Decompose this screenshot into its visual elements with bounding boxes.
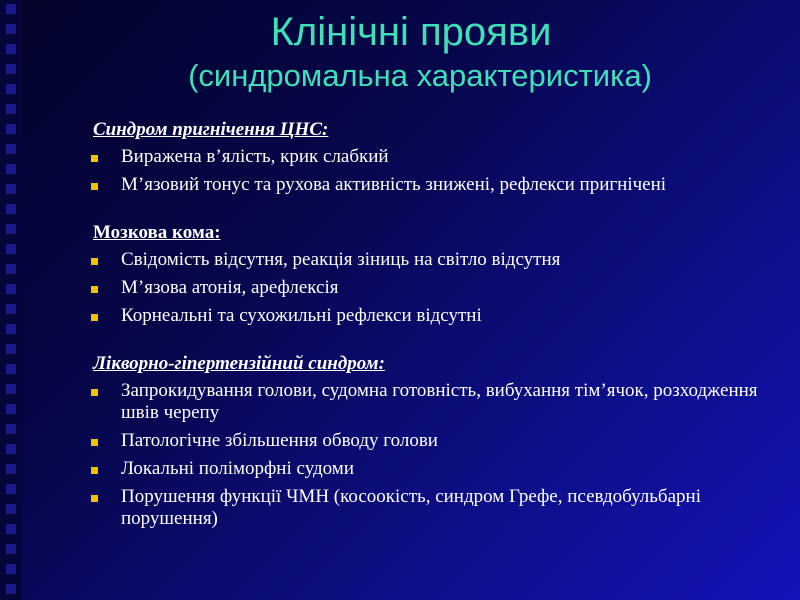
bullet-list xyxy=(93,249,783,327)
list-item xyxy=(93,249,783,271)
list-item-text: Корнеальні та сухожильні рефлекси відсутні xyxy=(121,305,482,326)
section-brain-coma xyxy=(93,221,783,327)
square-bullet-icon xyxy=(91,439,98,446)
section-heading: Лікворно-гіпертензійний синдром: xyxy=(93,353,385,374)
list-item xyxy=(93,305,783,327)
decorative-side-strip xyxy=(0,0,22,600)
square-bullet-icon xyxy=(91,286,98,293)
list-item xyxy=(93,458,783,480)
list-item-text: Запрокидування голови, судомна готовність, вибухання тім’ячок, розходження швів черепу xyxy=(121,380,758,423)
list-item-text: М’язовий тонус та рухова активність знижені, рефлекси пригнічені xyxy=(121,174,667,195)
section-heading: Синдром пригнічення ЦНС: xyxy=(93,119,329,140)
list-item xyxy=(93,277,783,299)
square-bullet-icon xyxy=(91,183,98,190)
slide-subtitle: (синдромальна характеристика) xyxy=(188,58,652,93)
list-item xyxy=(93,430,783,452)
square-bullet-icon xyxy=(91,467,98,474)
square-bullet-icon xyxy=(91,495,98,502)
bullet-list xyxy=(93,146,783,196)
section-cns-depression xyxy=(93,118,783,196)
list-item xyxy=(93,486,783,530)
bullet-list xyxy=(93,380,783,530)
list-item-text: Локальні поліморфні судоми xyxy=(121,458,354,479)
square-bullet-icon xyxy=(91,314,98,321)
slide-content xyxy=(93,118,783,536)
list-item-text: Свідомість відсутня, реакція зіниць на світло відсутня xyxy=(121,249,561,270)
square-bullet-icon xyxy=(91,155,98,162)
list-item xyxy=(93,174,783,196)
list-item xyxy=(93,380,783,424)
list-item xyxy=(93,146,783,168)
square-bullet-icon xyxy=(91,258,98,265)
list-item-text: Патологічне збільшення обводу голови xyxy=(121,430,438,451)
list-item-text: Порушення функції ЧМН (косоокість, синдром Грефе, псевдобульбарні порушення) xyxy=(121,486,701,529)
section-liquor-hypertension xyxy=(93,352,783,530)
title-block xyxy=(22,4,800,95)
list-item-text: М’язова атонія, арефлексія xyxy=(121,277,339,298)
slide-title: Клінічні прояви xyxy=(270,10,552,54)
section-heading: Мозкова кома: xyxy=(93,222,221,243)
list-item-text: Виражена в’ялість, крик слабкий xyxy=(121,146,389,167)
square-bullet-icon xyxy=(91,389,98,396)
